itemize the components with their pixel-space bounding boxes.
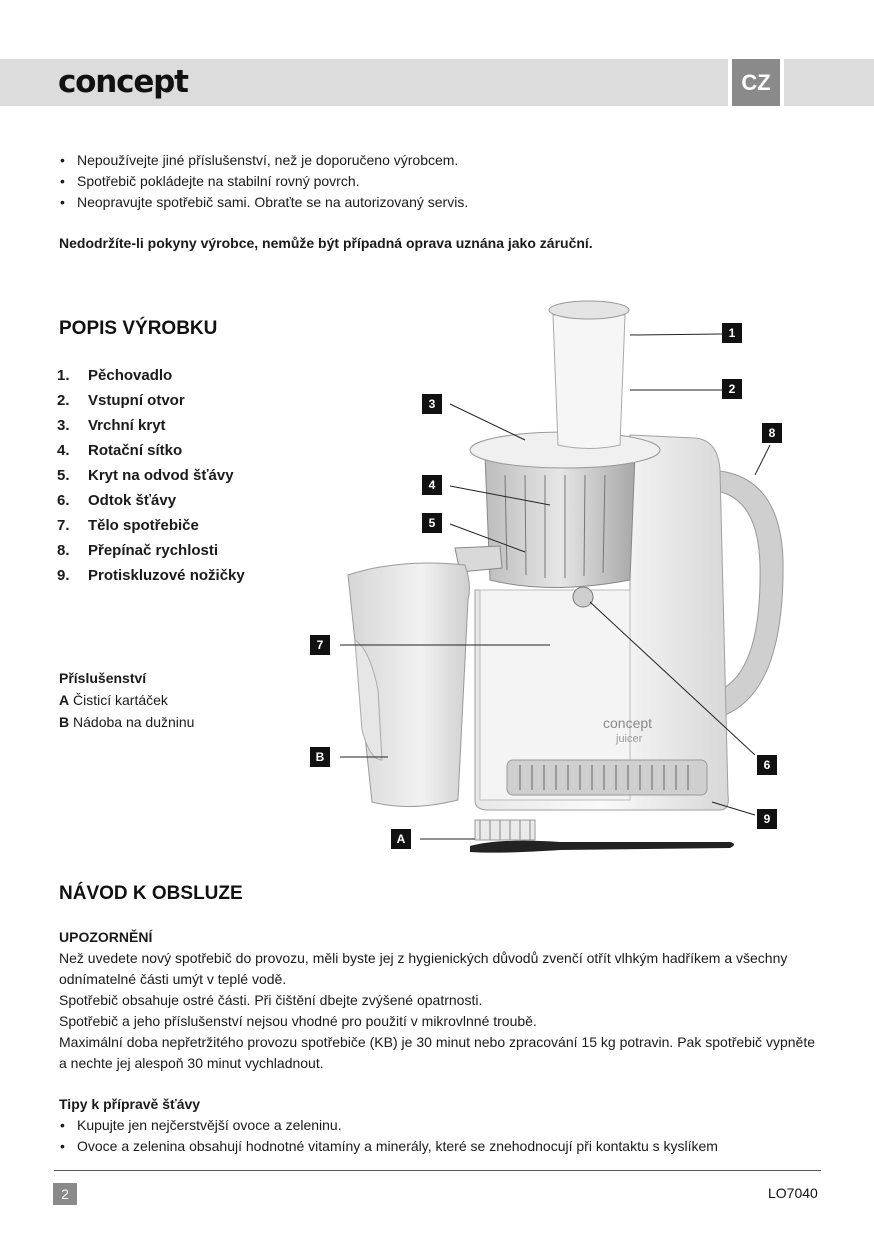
product-logo: concept — [603, 715, 653, 731]
callout-1: 1 — [722, 323, 742, 343]
parts-list-item: 9. Protiskluzové nožičky — [57, 567, 245, 584]
brand-logo: concept — [58, 64, 188, 100]
parts-list-item: 8. Přepínač rychlosti — [57, 542, 219, 559]
language-badge: CZ — [732, 59, 780, 106]
parts-list — [57, 363, 245, 588]
callout-3: 3 — [422, 394, 442, 414]
accessory-item: A Čisticí kartáček — [59, 692, 168, 708]
warning-title: UPOZORNĚNÍ — [59, 929, 153, 945]
parts-list-item: 7. Tělo spotřebiče — [57, 517, 199, 534]
section-title-description: POPIS VÝROBKU — [59, 318, 218, 339]
tips-item: • Ovoce a zelenina obsahují hodnotné vitamíny a minerály, které se znehodnocují při kontaktu s kyslíkem — [59, 1136, 815, 1157]
safety-item: • Nepoužívejte jiné příslušenství, než je doporučeno výrobcem. — [59, 150, 759, 171]
instruction-paragraph: Maximální doba nepřetržitého provozu spotřebiče (KB) je 30 minut nebo zpracování 15 kg potravin. Pak spotřebič vypněte a nechte jej alespoň 30 minut vychladnout. — [59, 1034, 815, 1071]
tips-list — [59, 1115, 815, 1157]
header-bar-end — [784, 59, 874, 106]
safety-item: • Neopravujte spotřebič sami. Obraťte se na autorizovaný servis. — [59, 192, 759, 213]
safety-list — [59, 150, 759, 213]
callout-9: 9 — [757, 809, 777, 829]
safety-item: • Spotřebič pokládejte na stabilní rovný povrch. — [59, 171, 759, 192]
parts-list-item: 3. Vrchní kryt — [57, 417, 166, 434]
footer-divider — [54, 1170, 821, 1171]
page-number: 2 — [53, 1183, 77, 1205]
callout-7: 7 — [310, 635, 330, 655]
accessories-title: Příslušenství — [59, 670, 147, 686]
juicer-illustration — [300, 290, 800, 870]
callout-a: A — [391, 829, 411, 849]
accessories-block — [59, 667, 194, 733]
tips-item: • Kupujte jen nejčerstvější ovoce a zeleninu. — [59, 1115, 815, 1136]
callout-8: 8 — [762, 423, 782, 443]
parts-list-item: 1. Pěchovadlo — [57, 367, 173, 384]
callout-5: 5 — [422, 513, 442, 533]
parts-list-item: 5. Kryt na odvod šťávy — [57, 467, 234, 484]
callout-4: 4 — [422, 475, 442, 495]
callout-b: B — [310, 747, 330, 767]
callout-2: 2 — [722, 379, 742, 399]
model-number: LO7040 — [768, 1185, 818, 1201]
section-title-instructions: NÁVOD K OBSLUZE — [59, 883, 243, 904]
parts-list-item: 2. Vstupní otvor — [57, 392, 185, 409]
parts-list-item: 4. Rotační sítko — [57, 442, 183, 459]
product-sublogo: juicer — [616, 733, 643, 745]
parts-list-item: 6. Odtok šťávy — [57, 492, 177, 509]
instruction-paragraph: Než uvedete nový spotřebič do provozu, měli byste jej z hygienických důvodů zvenčí otřít vlhkým hadříkem a všechny odnímatelné části umýt v teplé vodě. — [59, 950, 788, 987]
tips-title: Tipy k přípravě šťávy — [59, 1096, 201, 1112]
warranty-warning: Nedodržíte-li pokyny výrobce, nemůže být případná oprava uznána jako záruční. — [59, 235, 593, 251]
accessory-item: B Nádoba na dužninu — [59, 714, 195, 730]
instruction-paragraph: Spotřebič obsahuje ostré části. Při čištění dbejte zvýšené opatrnosti. — [59, 992, 483, 1008]
callout-6: 6 — [757, 755, 777, 775]
instruction-paragraph: Spotřebič a jeho příslušenství nejsou vhodné pro použití v mikrovlnné troubě. — [59, 1013, 537, 1029]
product-diagram — [300, 290, 800, 870]
